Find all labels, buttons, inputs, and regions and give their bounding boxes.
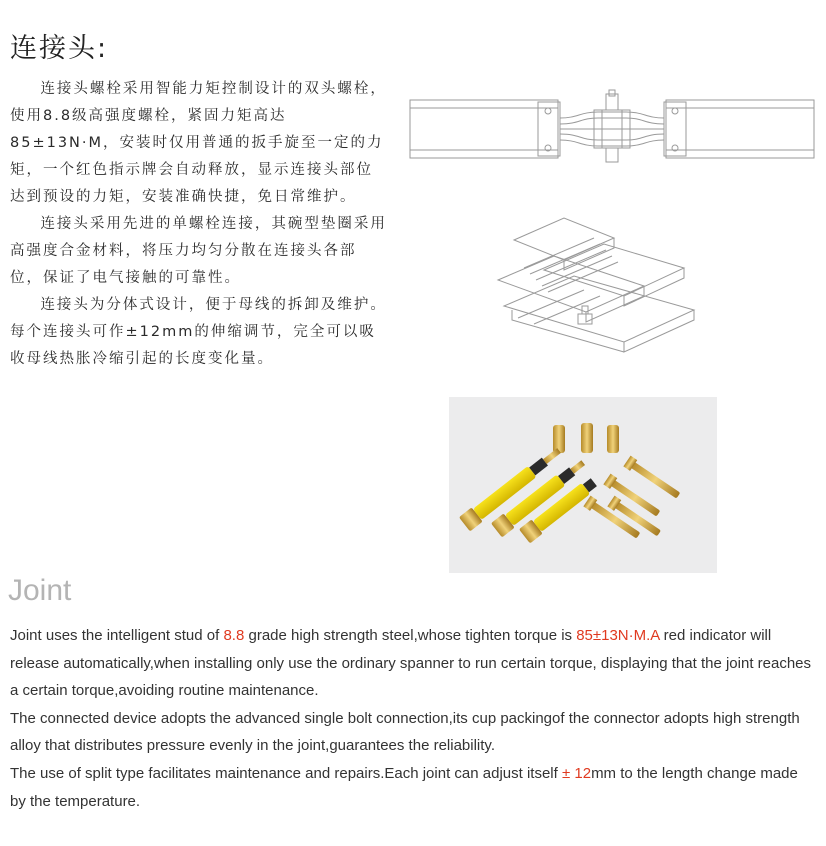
grade-value: 8.8: [223, 627, 245, 644]
chinese-paragraph-3: 连接头为分体式设计，便于母线的拆卸及维护。每个连接头可作±12mm的伸缩调节，完全可以吸收母线热胀冷缩引起的长度变化量。: [10, 297, 387, 367]
chinese-description: [10, 76, 388, 373]
english-paragraph-2: The connected device adopts the advanced single bolt connection,its cup packingof the connector adopts high strength alloy that distributes pressure evenly in the joint,guarantees the reliability.: [10, 709, 800, 755]
english-section-title: Joint: [8, 574, 72, 607]
english-paragraph-3: The use of split type facilitates maintenance and repairs.Each joint can adjust itself ± 12mm to the length change made by the temperature.: [10, 764, 798, 810]
joint-bolts-photo: [449, 397, 717, 573]
chinese-paragraph-1: 连接头螺栓采用智能力矩控制设计的双头螺栓，使用8.8级高强度螺栓，紧固力矩高达85±13N·M，安装时仅用普通的扳手旋至一定的力矩，一个红色指示牌会自动释放，显示连接头部位达到预设的力矩，安装准确快捷，免日常维护。: [10, 81, 387, 205]
chinese-paragraph-2: 连接头采用先进的单螺栓连接，其碗型垫圈采用高强度合金材料，将压力均匀分散在连接头各部位，保证了电气接触的可靠性。: [10, 216, 387, 286]
torque-value: 85±13N·M.A: [576, 627, 660, 644]
adjust-value: ± 12: [561, 764, 592, 782]
english-description: [10, 622, 816, 815]
joint-side-view-drawing: [408, 88, 816, 170]
chinese-section-title: 连接头:: [10, 33, 109, 64]
joint-exploded-drawing: [494, 210, 702, 370]
english-paragraph-1: Joint uses the intelligent stud of 8.8 grade high strength steel,whose tighten torque is 85±13N·M.A red indicator will release automatically,when installing only use the ordinary spanner to run certain torque, displaying that the joint reaches a certain torque,avoiding routine maintenance.: [10, 627, 812, 700]
